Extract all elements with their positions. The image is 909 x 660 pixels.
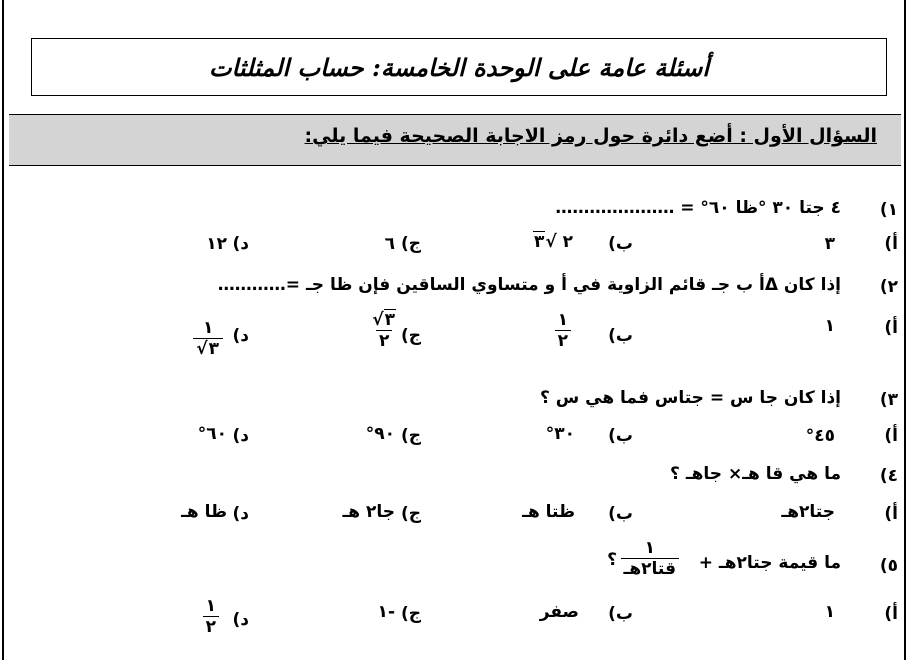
q2-label-a: أ) [884, 318, 898, 338]
page-title: أسئلة عامة على الوحدة الخامسة: حساب المثلثات [208, 52, 710, 82]
q4-label-a: أ) [884, 504, 898, 524]
q5-option-a[interactable]: ١ [824, 602, 835, 622]
q4-option-b[interactable]: ظتا هـ [522, 502, 575, 522]
q3-option-a[interactable]: ٤٥° [805, 426, 835, 446]
q5-text: ما قيمة جتا٢هـ + [698, 553, 841, 573]
q3-label-d: د) [232, 426, 249, 446]
q3-number: ٣) [879, 390, 898, 410]
q2-option-b-denominator: ٢ [555, 330, 571, 351]
q3-label-c: ج) [400, 426, 421, 446]
q3-option-b[interactable]: ٣٠° [545, 424, 575, 444]
q5-fraction [621, 538, 679, 579]
q1-label-a: أ) [884, 234, 898, 254]
q3-text: إذا كان جا س = جتاس فما هي س ؟ [539, 388, 841, 408]
q4-label-d: د) [232, 504, 249, 524]
q1-option-b-rad: ٣ [533, 232, 545, 252]
q5-label-d: د) [232, 610, 249, 630]
title-box [31, 38, 887, 96]
q2-option-c-denominator: ٢ [376, 330, 392, 351]
q2-text: إذا كان Δأ ب جـ قائم الزاوية في أ و متساوي الساقين فإن ظا جـ =………… [217, 275, 841, 295]
q3-option-d[interactable]: ٦٠° [197, 424, 227, 444]
sqrt-symbol: √٣ [372, 310, 395, 330]
q4-option-c[interactable]: جا٢ هـ [342, 502, 395, 522]
sqrt-symbol: √٣ [533, 232, 557, 252]
q5-option-b[interactable]: صفر [539, 602, 579, 622]
q1-label-d: د) [232, 234, 249, 254]
q5-number: ٥) [879, 556, 898, 576]
q4-option-d[interactable]: ظا هـ [181, 502, 227, 522]
q5-fraction-denominator: قتا٢هـ [621, 558, 679, 579]
q2-label-c: ج) [400, 326, 421, 346]
q1-option-b-coef: ٢ [562, 232, 573, 252]
q2-option-c-numerator [369, 310, 399, 330]
q5-option-c[interactable]: -١ [377, 602, 395, 622]
q2-option-d-denominator [193, 338, 223, 359]
q2-option-d-numerator: ١ [202, 318, 214, 338]
q2-option-b-numerator: ١ [557, 310, 568, 330]
q1-option-a[interactable]: ٣ [824, 234, 835, 254]
q2-label-d: د) [232, 326, 249, 346]
q4-text: ما هي قا هـ× جاهـ ؟ [670, 464, 841, 484]
q5-tail: ؟ [607, 550, 617, 570]
q2-option-d[interactable] [193, 318, 223, 359]
q1-number: ١) [879, 200, 898, 220]
q2-option-b[interactable] [555, 310, 571, 351]
sqrt-symbol: √٣ [196, 339, 219, 359]
section-header [9, 114, 901, 166]
q5-option-d-denominator: ٢ [203, 616, 219, 637]
q1-text: ٤ جتا ٣٠ °ظا ٦٠° = ………………… [555, 198, 841, 218]
q5-option-d[interactable] [203, 596, 219, 637]
q3-label-a: أ) [884, 426, 898, 446]
q5-label-b: ب) [608, 604, 633, 624]
q4-label-c: ج) [400, 504, 421, 524]
q2-option-a[interactable]: ١ [824, 316, 835, 336]
q4-option-a[interactable]: جتا٢هـ [781, 502, 835, 522]
q5-option-d-numerator: ١ [205, 596, 216, 616]
q5-label-a: أ) [884, 604, 898, 624]
q2-label-b: ب) [608, 326, 633, 346]
q1-option-b[interactable] [533, 232, 573, 252]
q1-label-c: ج) [400, 234, 421, 254]
q1-label-b: ب) [608, 234, 633, 254]
q2-option-c[interactable] [369, 310, 399, 351]
q5-label-c: ج) [400, 604, 421, 624]
q5-fraction-numerator: ١ [644, 538, 655, 558]
q4-label-b: ب) [608, 504, 633, 524]
q1-option-c[interactable]: ٦ [384, 234, 395, 254]
q3-option-c[interactable]: ٩٠° [365, 424, 395, 444]
q3-label-b: ب) [608, 426, 633, 446]
q2-number: ٢) [879, 277, 898, 297]
q4-number: ٤) [879, 466, 898, 486]
section-header-text: السؤال الأول : أضع دائرة حول رمز الاجابة الصحيحة فيما يلي: [304, 125, 877, 147]
q1-option-d[interactable]: ١٢ [206, 234, 227, 254]
